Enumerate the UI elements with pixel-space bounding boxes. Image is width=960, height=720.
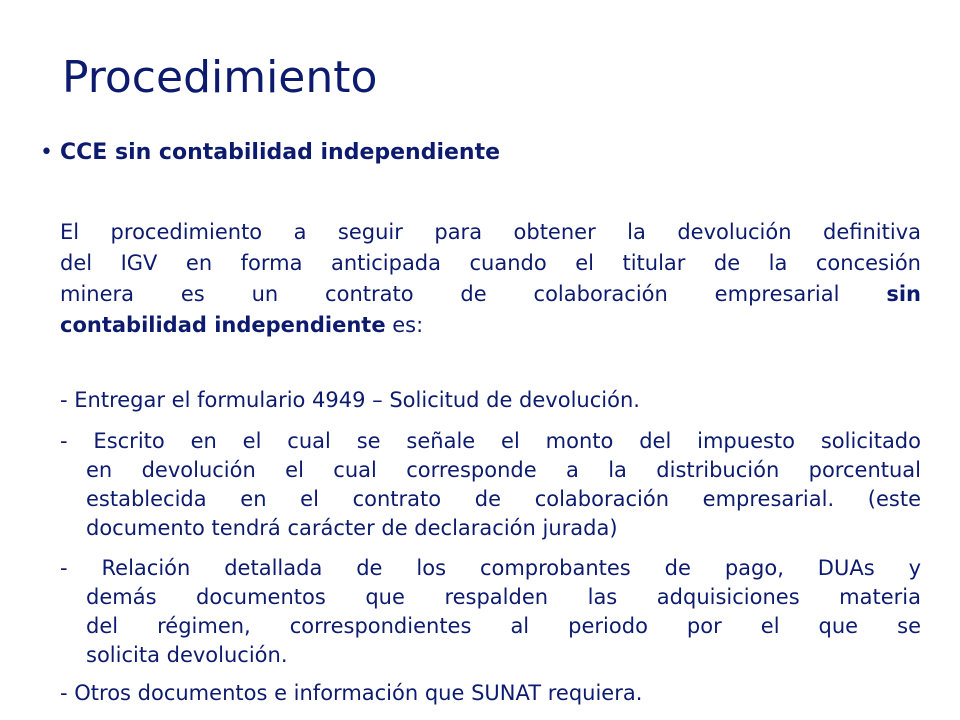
list-item-line: - Escrito en el cual se señale el monto del impuesto solicitado: [60, 429, 921, 453]
list-item-line: del régimen, correspondientes al periodo por el que se: [86, 614, 921, 638]
bullet-heading: [40, 136, 500, 170]
paragraph-line-end: es:: [385, 313, 424, 337]
list-item-line: demás documentos que respalden las adquisiciones materia: [86, 585, 921, 609]
bullet-icon: •: [40, 140, 53, 165]
list-item-other-docs: [60, 679, 921, 708]
intro-paragraph: [60, 217, 921, 341]
paragraph-line: El procedimiento a seguir para obtener la devolución definitiva: [60, 220, 921, 244]
list-item-line: solicita devolución.: [86, 643, 288, 667]
paragraph-line: del IGV en forma anticipada cuando el titular de la concesión: [60, 251, 921, 275]
paragraph-line-text: minera es un contrato de colaboración empresarial: [60, 282, 840, 306]
list-item-line: en devolución el cual corresponde a la distribución porcentual: [86, 458, 921, 482]
list-item-line: documento tendrá carácter de declaración jurada): [86, 516, 618, 540]
bullet-heading-label: CCE sin contabilidad independiente: [60, 140, 500, 165]
list-item-line: establecida en el contrato de colaboración empresarial. (este: [86, 487, 921, 511]
slide-title: Procedimiento: [62, 52, 378, 103]
list-item-line: - Entregar el formulario 4949 – Solicitud de devolución.: [60, 388, 640, 412]
paragraph-line: [60, 279, 921, 310]
list-item-receipts: [60, 554, 921, 670]
list-item-line: - Relación detallada de los comprobantes de pago, DUAs y: [60, 556, 921, 580]
list-item-letter: [60, 427, 921, 543]
list-item-form: [60, 386, 921, 415]
list-item-line: - Otros documentos e información que SUNAT requiera.: [60, 681, 643, 705]
paragraph-bold-phrase: contabilidad independiente: [60, 313, 386, 337]
paragraph-line: [60, 310, 921, 341]
paragraph-bold-inline: sin: [886, 282, 921, 306]
